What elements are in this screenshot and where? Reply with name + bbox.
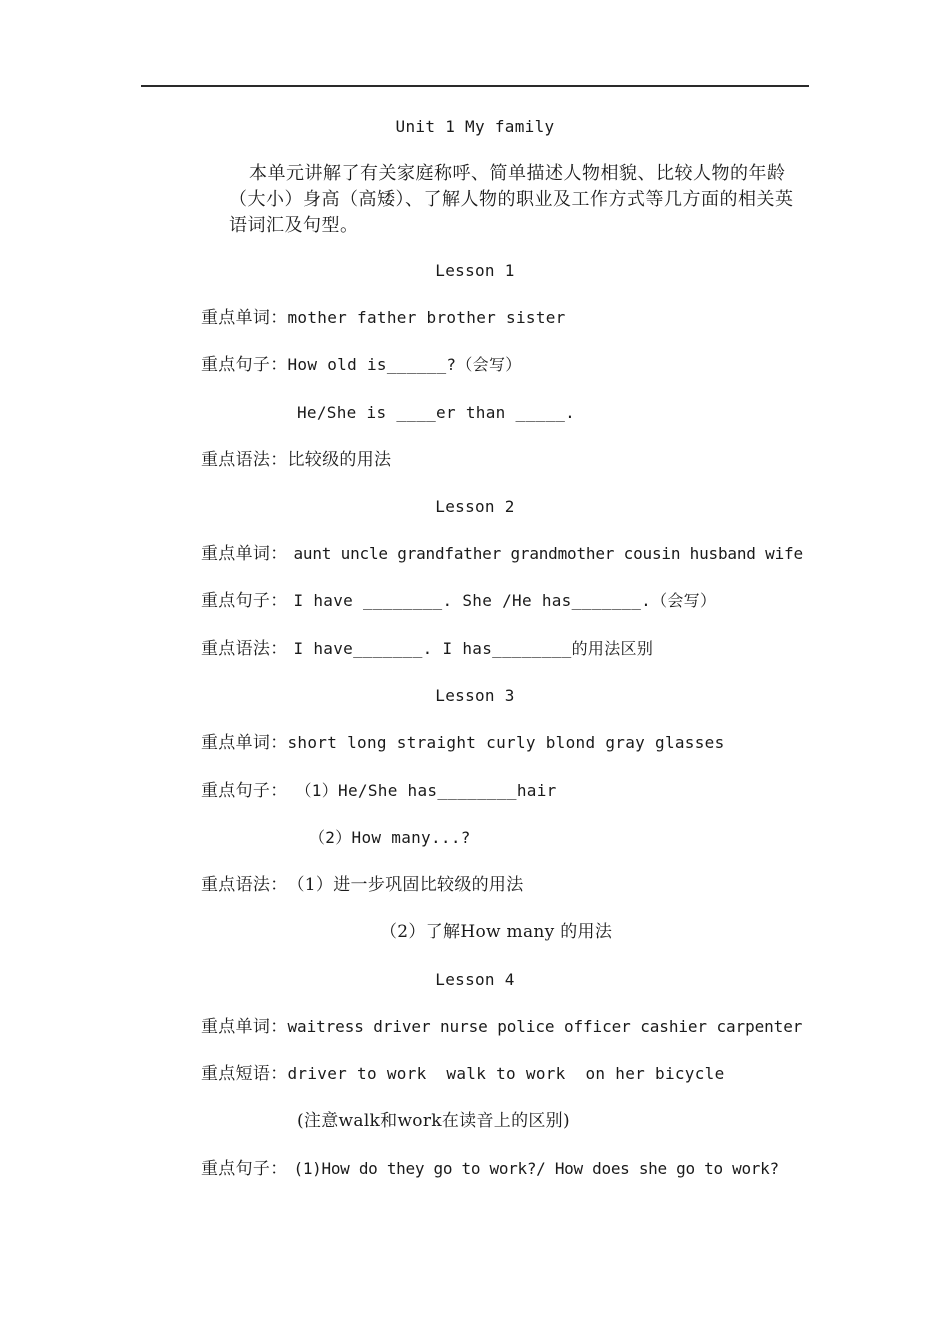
sentences-label: 重点句子： [201,591,288,611]
lesson-1-heading: Lesson 1 [435,261,515,280]
lesson-2-words: aunt uncle grandfather grandmother cousin husband wife [293,544,803,563]
sentences-label: 重点句子： [201,781,288,801]
lesson-1-sentence-2: He/She is ____er than _____. [297,403,576,422]
lesson-1-sentence-1: How old is______?（会写） [287,355,522,374]
lesson-4-phrases: driver to work walk to work on her bicycle [287,1064,725,1083]
lesson-3-words: short long straight curly blond gray glasses [287,733,725,752]
lesson-1-sentences-row [201,354,522,376]
grammar-label: 重点语法： [201,450,288,470]
lesson-4-words-row [201,1016,802,1038]
lesson-3-sentence-1: （1）He/She has________hair [295,781,557,800]
lesson-2-grammar: I have_______. I has________的用法区别 [293,639,654,658]
lesson-4-sentence-1: (1)How do they go to work?/ How does she go to work? [293,1159,779,1178]
lesson-4-sentences-row [201,1158,779,1180]
lesson-4-note: (注意walk和work在读音上的区别) [297,1111,570,1131]
phrases-label: 重点短语： [201,1064,288,1084]
lesson-2-grammar-row [201,638,653,660]
page-title: Unit 1 My family [395,117,555,136]
lesson-4-heading: Lesson 4 [435,970,515,989]
lesson-3-grammar-1: （1）进一步巩固比较级的用法 [287,875,524,895]
lesson-1-grammar: 比较级的用法 [287,450,392,470]
words-label: 重点单词： [201,544,288,564]
lesson-3-words-row [201,732,725,754]
lesson-3-sentence-2: （2）How many...? [309,828,471,847]
words-label: 重点单词： [201,733,288,753]
lesson-2-sentence-1: I have ________. She /He has_______.（会写） [293,591,717,610]
header-rule [141,85,809,87]
lesson-1-grammar-row [201,449,391,471]
intro-paragraph [229,161,809,239]
lesson-3-grammar-row [201,874,524,896]
sentences-label: 重点句子： [201,355,288,375]
lesson-3-sentences-row [201,780,557,802]
words-label: 重点单词： [201,308,288,328]
lesson-3-grammar-2: （2）了解How many 的用法 [380,922,613,942]
words-label: 重点单词： [201,1017,288,1037]
lesson-2-sentences-row [201,590,716,612]
lesson-1-words-row [201,307,566,329]
sentences-label: 重点句子： [201,1159,288,1179]
lesson-3-heading: Lesson 3 [435,686,515,705]
lesson-1-words: mother father brother sister [287,308,566,327]
lesson-4-phrases-row [201,1063,725,1085]
intro-text: 本单元讲解了有关家庭称呼、简单描述人物相貌、比较人物的年龄（大小）身高（高矮）、了解人物的职业及工作方式等几方面的相关英语词汇及句型。 [229,163,794,236]
grammar-label: 重点语法： [201,639,288,659]
lesson-2-heading: Lesson 2 [435,497,515,516]
lesson-2-words-row [201,543,803,565]
lesson-4-words: waitress driver nurse police officer cashier carpenter [287,1017,803,1036]
grammar-label: 重点语法： [201,875,288,895]
